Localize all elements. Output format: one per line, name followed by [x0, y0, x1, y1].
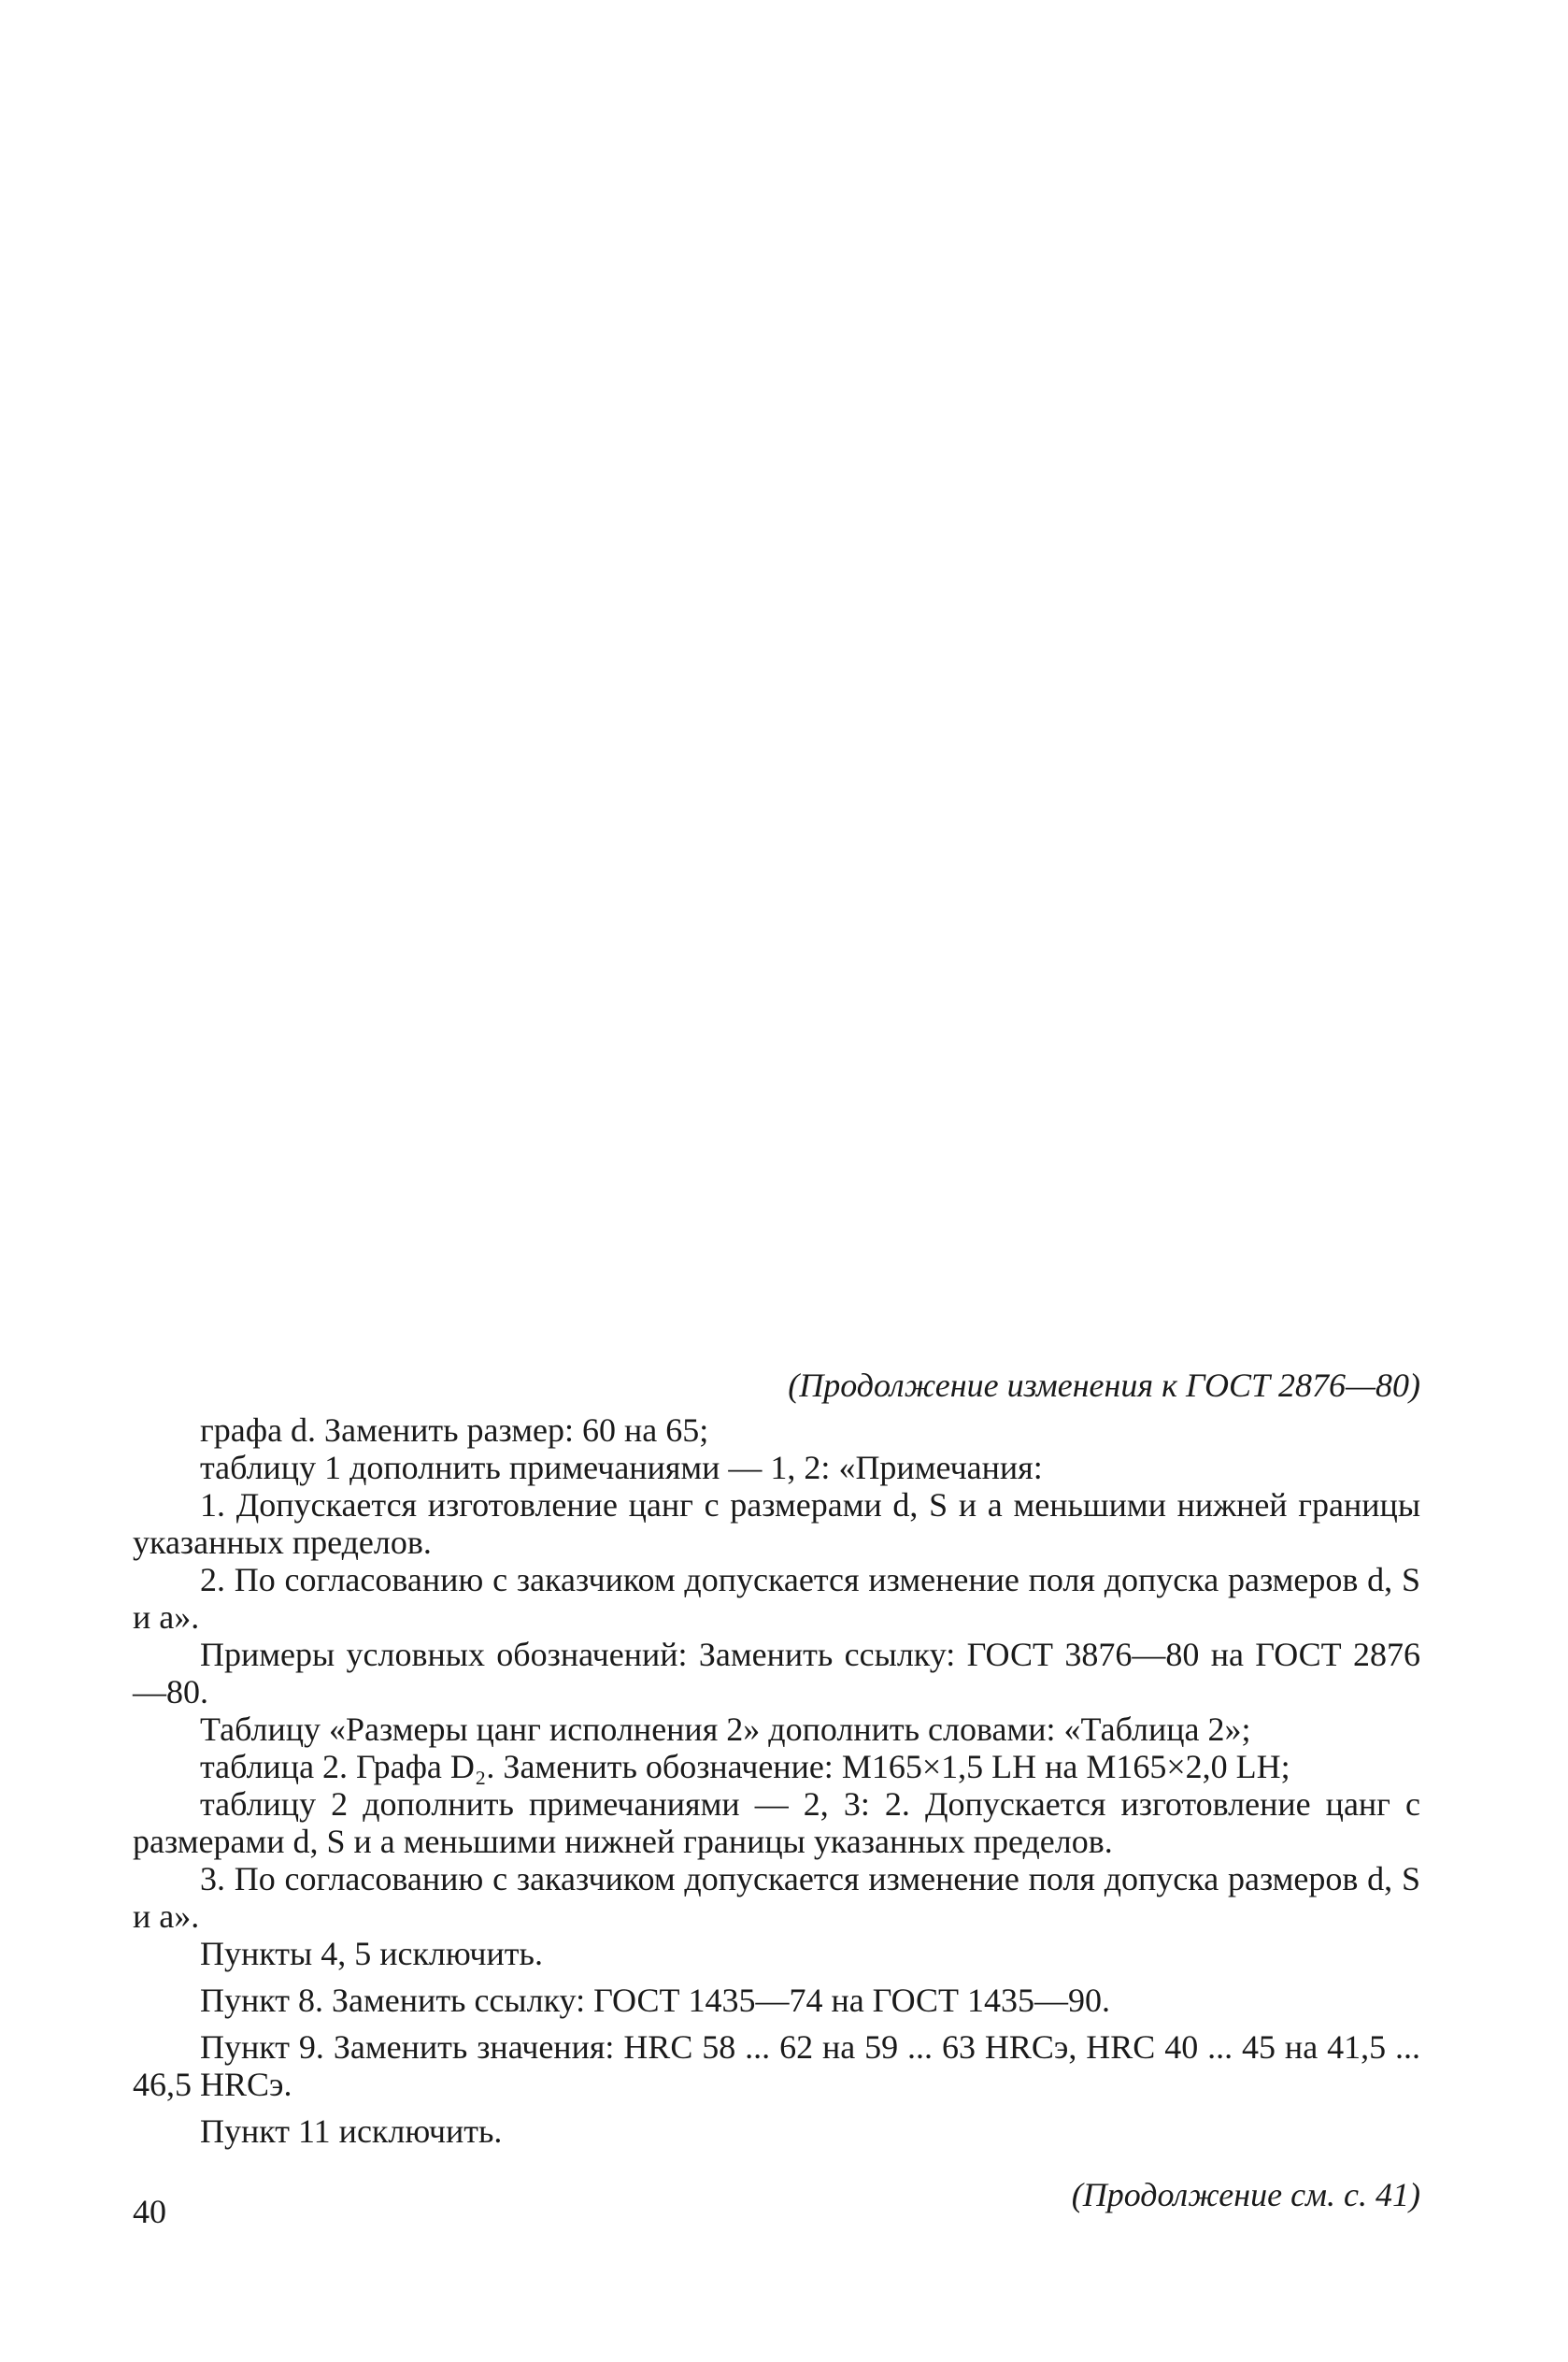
paragraph-1: графа d. Заменить размер: 60 на 65; [200, 1411, 709, 1449]
paragraph-7: таблица 2. Графа D₂. Заменить обозначение: M165×1,5 LH на M165×2,0 LH; [200, 1748, 1290, 1785]
continuation-footer: (Продолжение см. с. 41) [1071, 2176, 1420, 2213]
paragraph-6: Таблицу «Размеры цанг исполнения 2» дополнить словами: «Таблица 2»; [200, 1711, 1251, 1748]
paragraph-9: 3. По согласованию с заказчиком допускается изменение поля допуска размеров d, S и a». [133, 1860, 1420, 1935]
page-number: 40 [133, 2193, 166, 2230]
paragraph-12: Пункт 9. Заменить значения: HRC 58 ... 62 на 59 ... 63 HRCэ, HRC 40 ... 45 на 41,5 ... 46,5 HRCэ. [133, 2028, 1420, 2103]
paragraph-4: 2. По согласованию с заказчиком допускается изменение поля допуска размеров d, S и a». [133, 1561, 1420, 1636]
paragraph-11: Пункт 8. Заменить ссылку: ГОСТ 1435—74 на ГОСТ 1435—90. [200, 1982, 1111, 2019]
paragraph-8: таблицу 2 дополнить примечаниями — 2, 3: 2. Допускается изготовление цанг с размерами d, S и a меньшими нижней границы указанных пределов. [133, 1785, 1420, 1860]
paragraph-5: Примеры условных обозначений: Заменить ссылку: ГОСТ 3876—80 на ГОСТ 2876—80. [133, 1636, 1420, 1711]
continuation-header: (Продолжение изменения к ГОСТ 2876—80) [788, 1367, 1420, 1404]
document-body [133, 1367, 1420, 2213]
paragraph-10: Пункты 4, 5 исключить. [200, 1935, 543, 1972]
paragraph-2: таблицу 1 дополнить примечаниями — 1, 2: «Примечания: [200, 1449, 1043, 1486]
paragraph-13: Пункт 11 исключить. [200, 2112, 503, 2150]
paragraph-3: 1. Допускается изготовление цанг с размерами d, S и a меньшими нижней границы указанных пределов. [133, 1486, 1420, 1561]
